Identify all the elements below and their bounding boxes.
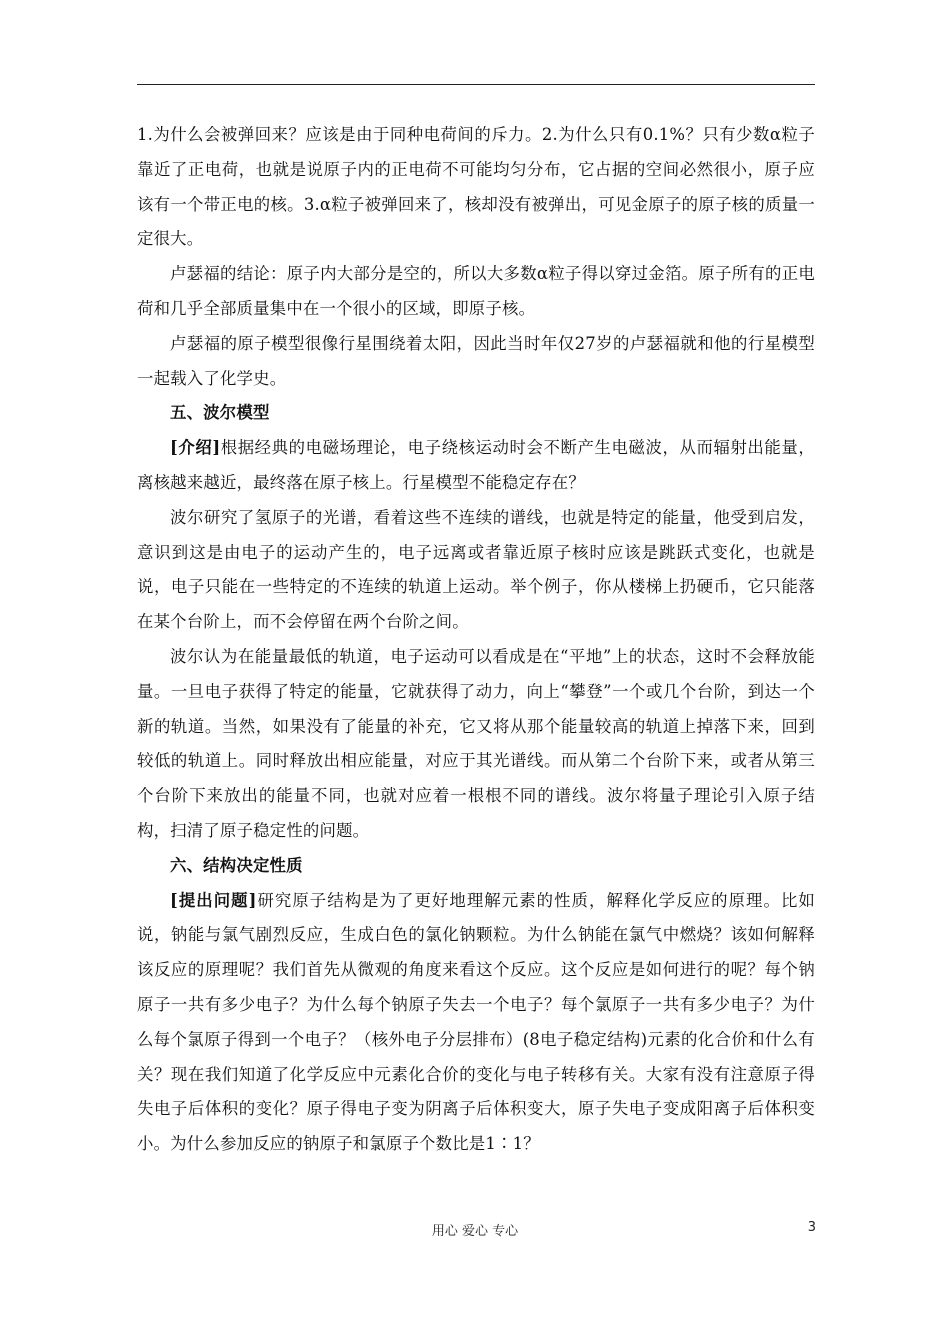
page-number: 3	[807, 1220, 816, 1235]
section-heading-bohr-model: 五、波尔模型	[170, 403, 270, 423]
paragraph-bohr-orbits: 波尔认为在能量最低的轨道，电子运动可以看成是在“平地”上的状态，这时不会释放能量。一旦电子获得了特定的能量，它就获得了动力，向上“攀登”一个或几个台阶，到达一个新的轨道。当然，如果没有了能量的补充，它又将从那个能量较高的轨道上掉落下来，回到较低的轨道上。同时释放出相应能量，对应于其光谱线。而从第二个台阶下来，或者从第三个台阶下来放出的能量不同，也就对应着一根根不同的谱线。波尔将量子理论引入原子结构，扫清了原子稳定性的问题。	[137, 646, 815, 840]
introduction-tag: [介绍]	[170, 438, 221, 458]
section-heading-structure-properties: 六、结构决定性质	[170, 855, 303, 875]
header-rule	[137, 84, 815, 85]
paragraph-bohr-spectrum: 波尔研究了氢原子的光谱，看着这些不连续的谱线，也就是特定的能量，他受到启发，意识到这是由电子的运动产生的，电子远离或者靠近原子核时应该是跳跃式变化，也就是说，电子只能在一些特定的不连续的轨道上运动。举个例子，你从楼梯上扔硬币，它只能落在某个台阶上，而不会停留在两个台阶之间。	[137, 507, 815, 632]
paragraph-raise-question	[137, 884, 815, 1162]
document-body	[137, 118, 815, 1162]
footer-motto: 用心 爱心 专心	[431, 1224, 519, 1239]
paragraph-rutherford-questions: 1.为什么会被弹回来？应该是由于同种电荷间的斥力。2.为什么只有0.1%？只有少数α粒子靠近了正电荷，也就是说原子内的正电荷不可能均匀分布，它占据的空间必然很小，原子应该有一个带正电的核。3.α粒子被弹回来了，核却没有被弹出，可见金原子的原子核的质量一定很大。	[137, 125, 815, 249]
introduction-text: 根据经典的电磁场理论，电子绕核运动时会不断产生电磁波，从而辐射出能量，离核越来越近，最终落在原子核上。行星模型不能稳定存在？	[137, 438, 815, 492]
paragraph-rutherford-model: 卢瑟福的原子模型很像行星围绕着太阳，因此当时年仅27岁的卢瑟福就和他的行星模型一起载入了化学史。	[137, 333, 815, 388]
paragraph-rutherford-conclusion: 卢瑟福的结论：原子内大部分是空的，所以大多数α粒子得以穿过金箔。原子所有的正电荷和几乎全部质量集中在一个很小的区域，即原子核。	[137, 264, 815, 318]
raise-question-tag: [提出问题]	[170, 890, 257, 910]
raise-question-text: 研究原子结构是为了更好地理解元素的性质，解释化学反应的原理。比如说，钠能与氯气剧烈反应，生成白色的氯化钠颗粒。为什么钠能在氯气中燃烧？该如何解释该反应的原理呢？我们首先从微观的角度来看这个反应。这个反应是如何进行的呢？每个钠原子一共有多少电子？为什么每个钠原子失去一个电子？每个氯原子一共有多少电子？为什么每个氯原子得到一个电子？（核外电子分层排布）(8电子稳定结构)元素的化合价和什么有关？现在我们知道了化学反应中元素化合价的变化与电子转移有关。大家有没有注意原子得失电子后体积的变化？原子得电子变为阴离子后体积变大，原子失电子变成阳离子后体积变小。为什么参加反应的钠原子和氯原子个数比是1∶1？	[137, 890, 815, 1154]
paragraph-introduction	[137, 431, 815, 501]
